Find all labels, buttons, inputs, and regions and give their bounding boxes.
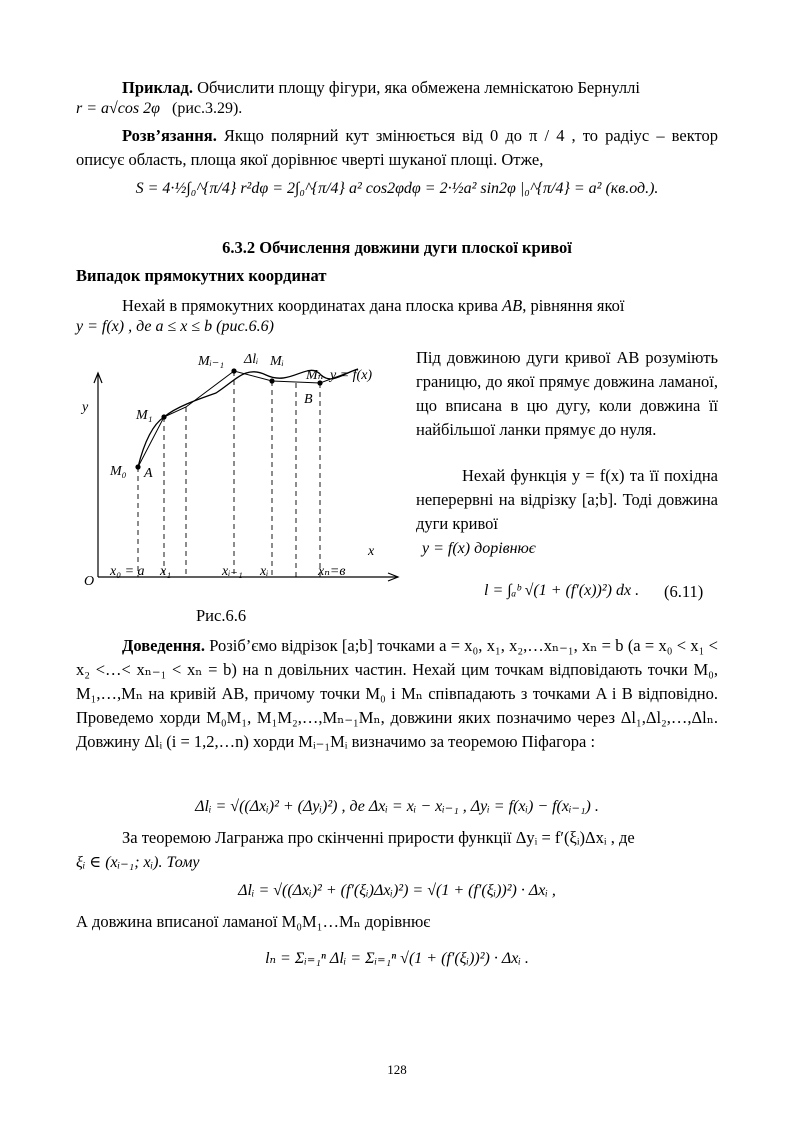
polyline-sum-formula: lₙ = Σᵢ₌₁ⁿ Δlᵢ = Σᵢ₌₁ⁿ √(1 + (f′(ξᵢ))²) · Δxᵢ .: [265, 950, 529, 967]
example-text: Обчислити площу фігури, яка обмежена лемніскатою Бернуллі: [193, 78, 640, 97]
mi1-label: Mᵢ₋₁: [198, 354, 225, 369]
intro-line2: y = f(x) , де a ≤ x ≤ b (рис.6.6): [76, 318, 274, 335]
dli-label: Δlᵢ: [244, 352, 259, 367]
chord-length-formula: Δlᵢ = √((Δxᵢ)² + (f′(ξᵢ)Δxᵢ)²) = √(1 + (f′(ξᵢ))²) · Δxᵢ ,: [238, 882, 556, 899]
pythagoras-formula: Δlᵢ = √((Δxᵢ)² + (Δyᵢ)²) , де Δxᵢ = xᵢ − xᵢ₋₁ , Δyᵢ = f(xᵢ) − f(xᵢ₋₁) .: [195, 798, 599, 815]
equation-number: (6.11): [664, 582, 704, 601]
page-number: 128: [387, 1062, 407, 1077]
proof-label: Доведення.: [122, 636, 205, 655]
mi-label: Mᵢ: [270, 354, 284, 369]
polyline-length-text: А довжина вписаної ламаної M₀M₁…Mₙ дорівнює: [76, 912, 431, 931]
example-ref: (рис.3.29).: [171, 100, 243, 117]
m0-label: M₀: [110, 464, 127, 479]
b-point-label: B: [304, 392, 313, 407]
section-title: 6.3.2 Обчислення довжини дуги плоскої кривої: [222, 238, 572, 257]
solution-label: Розв’язання.: [122, 126, 217, 145]
solution-paragraph: [76, 124, 718, 172]
proof-text: Розіб’ємо відрізок [a;b] точками a = x₀, x₁, x₂,…xₙ₋₁, xₙ = b (a = x₀ < x₁ < x₂ <…< xₙ₋₁ < xₙ = b) на n довільних частин. Нехай цим точкам відповідають точки M₀, M₁,…,Mₙ на кривій AB, причому точки M₀ і Mₙ співпадають з точками A і B відповідно. Проведемо хорди M₀M₁, M₁M₂,…,Mₙ₋₁Mₙ, довжини яких позначимо через Δl₁,Δl₂,…,Δlₙ. Довжину Δlᵢ (i = 1,2,…n) хорди Mᵢ₋₁Mᵢ визначимо за теоремою Піфагора :: [76, 636, 718, 751]
y-axis-label: y: [82, 400, 89, 415]
intro-paragraph: Нехай в прямокутних координатах дана плоска крива AB, рівняння якої: [122, 296, 625, 315]
xi-label: xᵢ: [260, 564, 269, 579]
xi1-label: xᵢ₋₁: [222, 564, 243, 579]
right-col-p1: Під довжиною дуги кривої AB розуміють границю, до якої прямує довжина ламаної, що вписана в цю дугу, коли довжина її найбільшої ланки прямує до нуля.: [416, 348, 718, 439]
example-label: Приклад.: [122, 78, 194, 97]
m1-label: M₁: [136, 408, 153, 423]
solution-text: Якщо полярний кут змінюється від 0 до π / 4 , то радіус – вектор описує область, площа якої дорівнює чверті шуканої площі. Отже,: [76, 126, 718, 169]
arc-length-formula: l = ∫ₐᵇ √(1 + (f′(x))²) dx .: [484, 582, 640, 599]
a-point-label: A: [144, 466, 153, 481]
lagrange-paragraph: За теоремою Лагранжа про скінченні прирости функції Δyᵢ = f′(ξᵢ)Δxᵢ , де: [122, 828, 635, 847]
section-subtitle: Випадок прямокутних координат: [76, 266, 327, 285]
solution-formula: S = 4·½∫₀^{π/4} r²dφ = 2∫₀^{π/4} a² cos2φdφ = 2·½a² sin2φ |₀^{π/4} = a² (кв.од.).: [135, 180, 659, 197]
curve: [138, 369, 358, 467]
right-col-p2: Нехай функція y = f(x) та її похідна неперервні на відрізку [a;b]. Тоді довжина дуги кривої: [416, 466, 718, 533]
figure-caption: Рис.6.6: [196, 606, 247, 625]
x0-label: x₀ = a: [110, 564, 145, 579]
chords: [138, 369, 358, 467]
origin-label: O: [84, 574, 95, 589]
xn-label: xₙ=в: [318, 564, 346, 579]
x1-label: x₁: [160, 564, 172, 579]
proof-paragraph: [76, 634, 718, 754]
figure-6-6: [76, 345, 406, 595]
right-col-p3: y = f(x) дорівнює: [422, 540, 536, 557]
mn-label: Mₙ: [306, 368, 324, 383]
xi-interval: ξᵢ ∈ (xᵢ₋₁; xᵢ). Тому: [76, 854, 200, 871]
x-axis-label: x: [368, 544, 375, 559]
example-formula: r = a√cos 2φ (рис.3.29).: [76, 100, 243, 117]
dashed-verticals: [138, 371, 320, 577]
example-paragraph: [76, 76, 718, 100]
curve-equation-label: y = f(x): [330, 368, 373, 383]
